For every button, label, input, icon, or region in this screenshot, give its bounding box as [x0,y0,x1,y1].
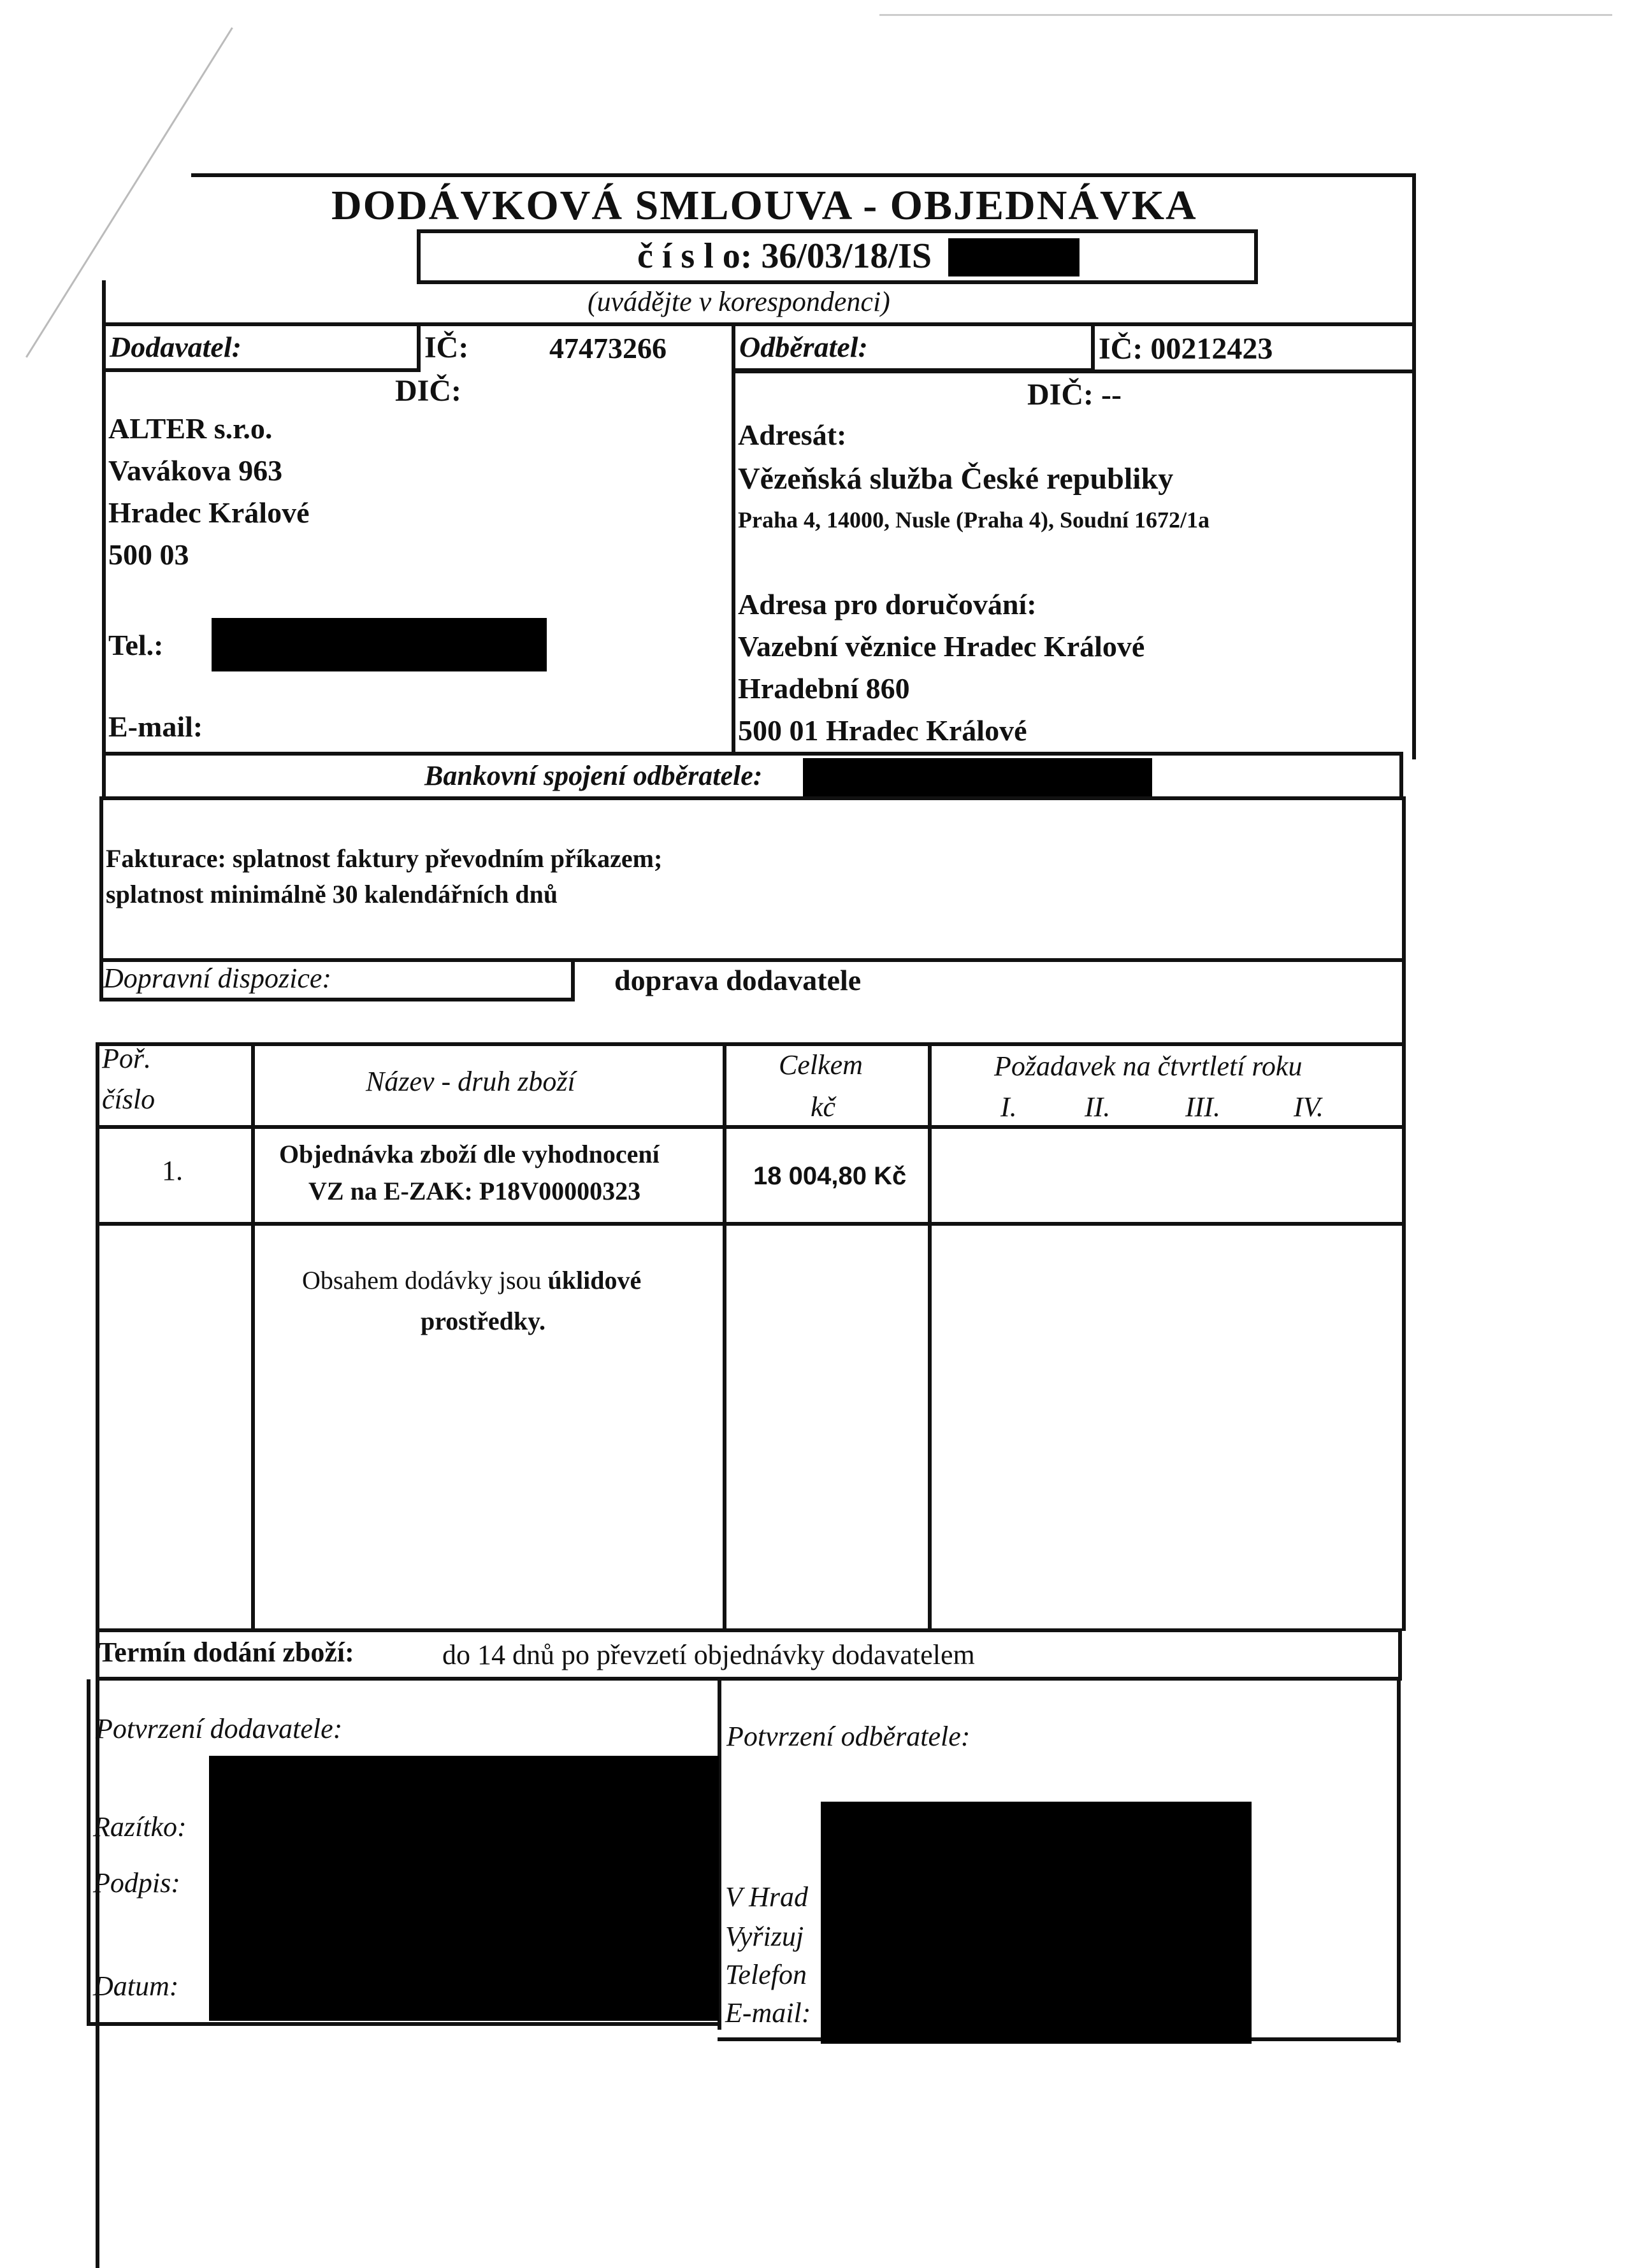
form-right-border-mid [1402,958,1406,1045]
item-row-no: 1. [162,1155,183,1186]
redacted-customer-signature [821,1802,1252,2044]
order-number: č í s l o: 36/03/18/IS [637,236,932,276]
form-right-border-top [1412,173,1416,759]
transport-top-border [574,958,1406,962]
addressee-address: Praha 4, 14000, Nusle (Praha 4), Soudní 1672/1a [738,507,1210,533]
correspondence-note: (uvádějte v korespondenci) [588,286,890,317]
supplier-confirm-label: Potvrzení dodavatele: [96,1713,343,1744]
content-line-2: prostředky. [421,1307,545,1335]
item-row-bottom [96,1222,1406,1226]
form-right-border-bottom [1397,1679,1401,2042]
handler-label: Vyřizuj [725,1921,804,1952]
col-name-label: Název - druh zboží [366,1066,575,1097]
item-total: 18 004,80 Kč [753,1162,907,1190]
delivery-term-label: Termín dodání zboží: [98,1637,354,1668]
customer-email-label: E-mail: [725,1997,811,2028]
item-name-line-2: VZ na E-ZAK: P18V00000323 [308,1177,641,1205]
supplier-ic-label: IČ: [424,331,469,364]
scan-artifact-line-2 [879,14,1612,16]
delivery-name: Vazební věznice Hradec Králové [738,630,1145,663]
place-label: V Hrad [725,1881,808,1913]
form-left-border-bottom [87,1679,90,2026]
content-line-1 [302,1268,641,1293]
quarter-1: I. [1000,1091,1017,1123]
table-top-border [96,1042,1406,1046]
redacted-supplier-signature [209,1756,719,2021]
supplier-label: Dodavatel: [110,331,242,363]
col-no-label-1: Poř. [102,1043,151,1074]
col-total-label-1: Celkem [779,1049,863,1080]
delivery-street: Hradební 860 [738,672,910,705]
content-text: Obsahem dodávky jsou [302,1266,548,1295]
supplier-city: Hradec Králové [108,496,310,529]
document-title: DODÁVKOVÁ SMLOUVA - OBJEDNÁVKA [331,182,1197,229]
supplier-name: ALTER s.r.o. [108,412,273,445]
customer-confirm-label: Potvrzení odběratele: [726,1721,971,1752]
header-top-border [191,173,1416,177]
billing-line-2: splatnost minimálně 30 kalendářních dnů [106,880,558,908]
redacted-bank-account [803,758,1152,796]
supplier-tel-label: Tel.: [108,629,164,661]
col-no-label-2: číslo [102,1084,155,1115]
redacted-order-suffix [948,238,1080,276]
supplier-street: Vavákova 963 [108,454,283,487]
supplier-email-label: E-mail: [108,710,203,743]
transport-label: Dopravní dispozice: [103,963,332,994]
quarter-2: II. [1085,1091,1111,1123]
form-bottom-border-left [87,2022,721,2026]
quarter-4: IV. [1294,1091,1324,1123]
phone-label: Telefon [725,1959,807,1990]
delivery-city: 500 01 Hradec Králové [738,714,1027,747]
parties-divider [732,322,735,753]
scan-artifact-line [25,27,233,358]
col-divider-2 [723,1042,726,1628]
date-label: Datum: [93,1970,179,2002]
addressee-label: Adresát: [738,419,847,451]
transport-value: doprava dodavatele [614,964,862,996]
quarter-3: III. [1185,1091,1220,1123]
col-divider-1 [251,1042,255,1628]
customer-label: Odběratel: [739,331,868,363]
billing-row [99,796,1406,962]
customer-ic: IČ: 00212423 [1099,332,1273,366]
delivery-address-label: Adresa pro doručování: [738,588,1037,621]
supplier-dic-label: DIČ: [395,374,461,408]
addressee-name: Vězeňská služba České republiky [738,462,1174,496]
supplier-ic-value: 47473266 [549,332,667,364]
col-quarter-label: Požadavek na čtvrtletí roku [994,1051,1303,1082]
supplier-zip: 500 03 [108,538,189,571]
header-row-bottom [96,1125,1406,1129]
customer-inner-line [732,370,1416,373]
delivery-term-value: do 14 dnů po převzetí objednávky dodavatelem [442,1639,975,1670]
content-highlight: úklidové [547,1266,642,1295]
table-right-border [1402,1042,1406,1631]
stamp-label: Razítko: [93,1811,187,1842]
customer-dic: DIČ: -- [1027,378,1122,412]
col-total-label-2: kč [811,1091,836,1123]
col-divider-3 [928,1042,932,1628]
redacted-supplier-phone [212,618,547,671]
item-name-line-1: Objednávka zboží dle vyhodnocení [279,1140,660,1168]
signature-label: Podpis: [93,1867,180,1898]
bank-label: Bankovní spojení odběratele: [424,760,763,791]
billing-line-1: Fakturace: splatnost faktury převodním příkazem; [106,844,663,873]
